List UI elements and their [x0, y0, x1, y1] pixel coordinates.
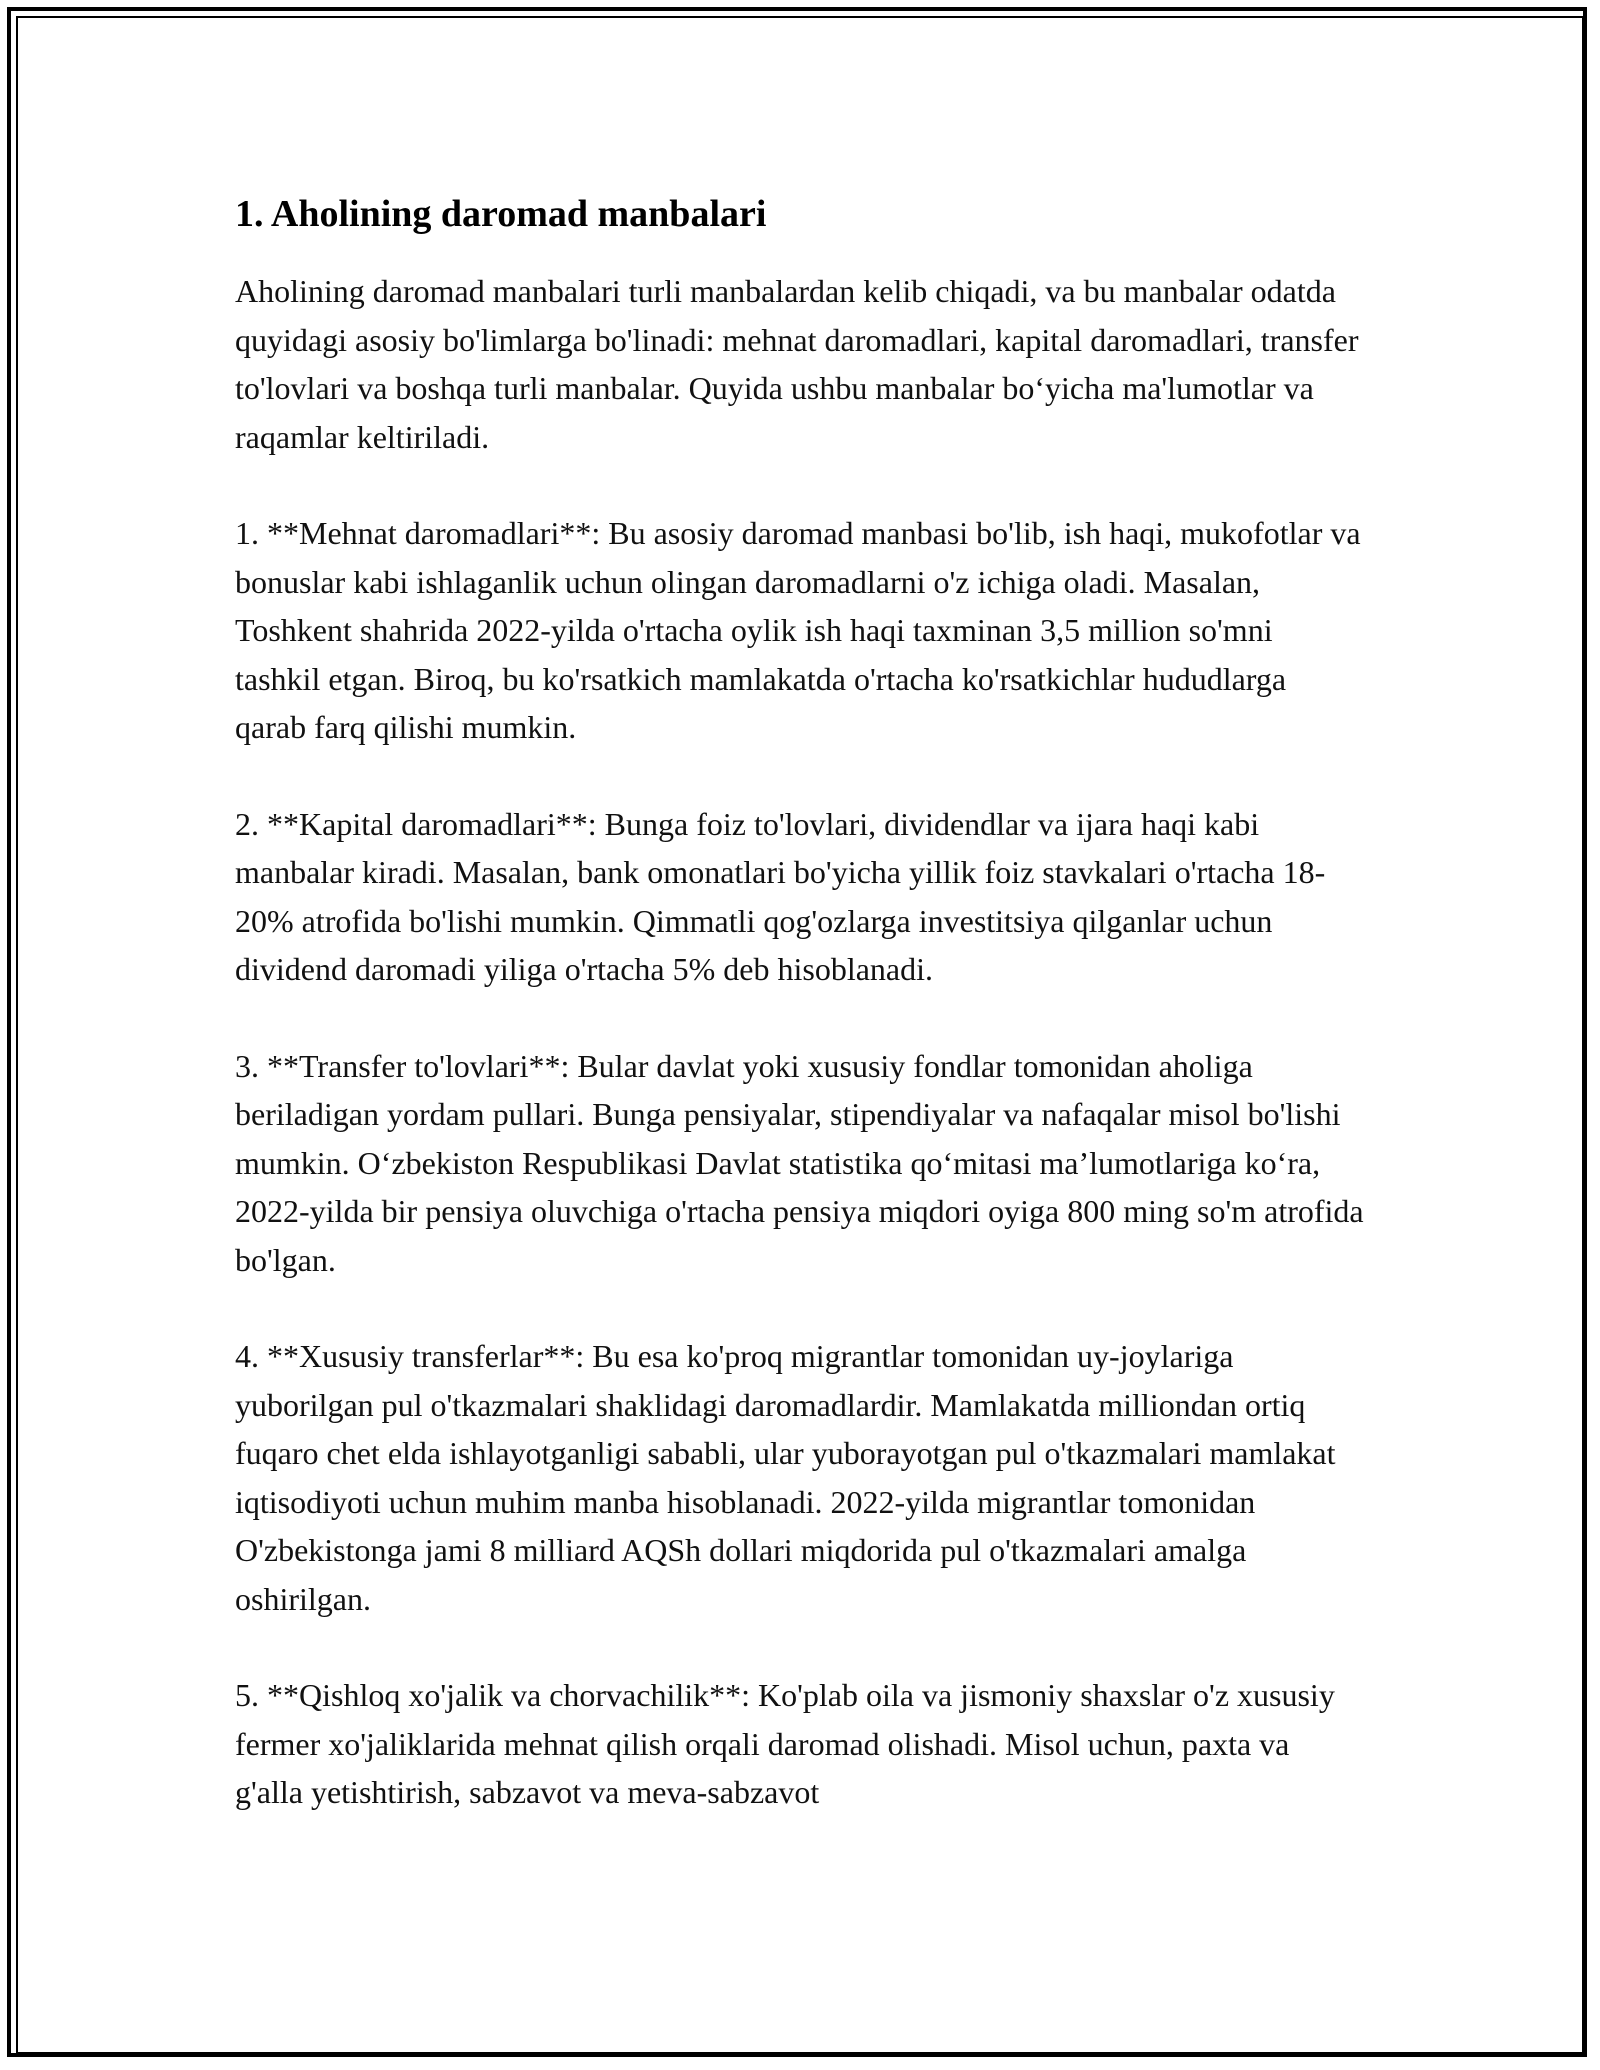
intro-paragraph: Aholining daromad manbalari turli manbalardan kelib chiqadi, va bu manbalar odatda quyidagi asosiy bo'limlarga bo'linadi: mehnat daromadlari, kapital daromadlari, transfer to'lovlari va boshqa turli manbalar. Quyida ushbu manbalar bo‘yicha ma'lumotlar va raqamlar keltiriladi. [235, 273, 1359, 455]
transfer-payments-paragraph: 3. **Transfer to'lovlari**: Bular davlat yoki xususiy fondlar tomonidan aholiga beriladigan yordam pullari. Bunga pensiyalar, stipendiyalar va nafaqalar misol bo'lishi mumkin. O‘zbekiston Respublikasi Davlat statistika qo‘mitasi ma’lumotlariga ko‘ra, 2022-yilda bir pensiya oluvchiga o'rtacha pensiya miqdori oyiga 800 ming so'm atrofida bo'lgan. [235, 1047, 1364, 1278]
document-body [235, 183, 1365, 1817]
capital-income-paragraph: 2. **Kapital daromadlari**: Bunga foiz to'lovlari, dividendlar va ijara haqi kabi manbalar kiradi. Masalan, bank omonatlari bo'yicha yillik foiz stavkalari o'rtacha 18-20% atrofida bo'lishi mumkin. Qimmatli qog'ozlarga investitsiya qilganlar uchun dividend daromadi yiliga o'rtacha 5% deb hisoblanadi. [235, 805, 1326, 987]
labor-income-paragraph: 1. **Mehnat daromadlari**: Bu asosiy daromad manbasi bo'lib, ish haqi, mukofotlar va bonuslar kabi ishlaganlik uchun olingan daromadlarni o'z ichiga oladi. Masalan, Toshkent shahrida 2022-yilda o'rtacha oylik ish haqi taxminan 3,5 million so'mni tashkil etgan. Biroq, bu ko'rsatkich mamlakatda o'rtacha ko'rsatkichlar hududlarga qarab farq qilishi mumkin. [235, 515, 1361, 745]
section-heading: 1. Aholining daromad manbalari [235, 193, 767, 235]
private-transfers-paragraph: 4. **Xususiy transferlar**: Bu esa ko'proq migrantlar tomonidan uy-joylariga yuborilgan pul o'tkazmalari shaklidagi daromadlardir. Mamlakatda milliondan ortiq fuqaro chet elda ishlayotganligi sababli, ular yuborayotgan pul o'tkazmalari mamlakat iqtisodiyoti uchun muhim manba hisoblanadi. 2022-yilda migrantlar tomonidan O'zbekistonga jami 8 milliard AQSh dollari miqdorida pul o'tkazmalari amalga oshirilgan. [235, 1338, 1336, 1617]
agriculture-paragraph: 5. **Qishloq xo'jalik va chorvachilik**: Ko'plab oila va jismoniy shaxslar o'z xususiy fermer xo'jaliklarida mehnat qilish orqali daromad olishadi. Misol uchun, paxta va g'alla yetishtirish, sabzavot va meva-sabzavot [235, 1677, 1335, 1810]
